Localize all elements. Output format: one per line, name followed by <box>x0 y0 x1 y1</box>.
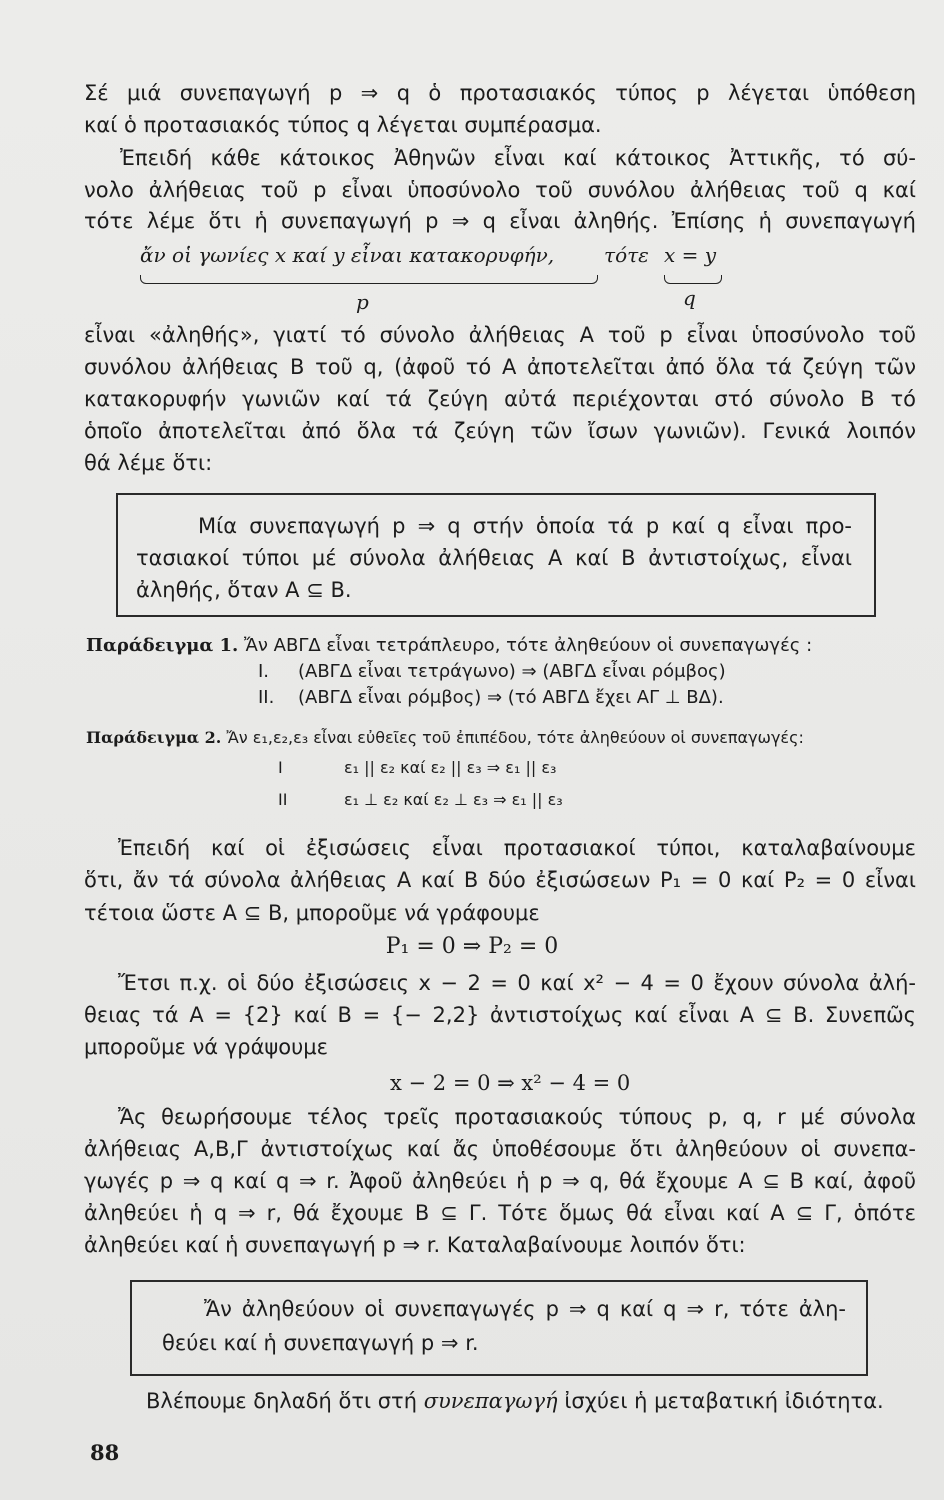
para1-line2: καί ὁ προτασιακός τύπος q λέγεται συμπέρασμα. <box>84 113 602 137</box>
closing-term: συνεπαγωγή <box>423 1389 558 1413</box>
p-label: p <box>356 290 369 314</box>
para3-line2: συνόλου ἀλήθειας B τοῦ q, (ἀφοῦ τό A ἀποτελεῖται ἀπό ὅλα τά ζεύγη τῶν <box>84 355 916 379</box>
example2-header <box>86 726 804 750</box>
closing-pre: Βλέπουμε δηλαδή ὅτι στή <box>146 1389 418 1413</box>
para3-line1: εἶναι «ἀληθής», γιατί τό σύνολο ἀλήθειας A τοῦ p εἶναι ὑποσύνολο τοῦ <box>84 323 916 347</box>
para6-line3: γωγές p ⇒ q καί q ⇒ r. Ἀφοῦ ἀληθεύει ἡ p ⇒ q, θά ἔχουμε A ⊆ B καί, ἀφοῦ <box>84 1169 916 1193</box>
para5-line2: θειας τά A = {2} καί B = {− 2,2} ἀντιστοίχως καί εἶναι A ⊆ B. Συνεπῶς <box>84 1003 916 1027</box>
para3-line5: θά λέμε ὅτι: <box>84 451 213 475</box>
example1-header <box>86 634 812 658</box>
transitivity-line2: θεύει καί ἡ συνεπαγωγή p ⇒ r. <box>162 1331 479 1355</box>
example1-i-text: (ΑΒΓΔ εἶναι τετράγωνο) ⇒ (ΑΒΓΔ εἶναι ρόμβος) <box>298 661 726 682</box>
definition-line3: ἀληθής, ὅταν A ⊆ B. <box>136 578 352 602</box>
para4-line1: Ἐπειδή καί οἱ ἐξισώσεις εἶναι προτασιακοί τύποι, καταλαβαίνουμε <box>118 836 916 860</box>
page-number: 88 <box>90 1440 120 1465</box>
para6-line4: ἀληθεύει ἡ q ⇒ r, θά ἔχουμε B ⊆ Γ. Τότε ὅμως θά εἶναι καί A ⊆ Γ, ὁπότε <box>84 1201 916 1225</box>
implication-then: τότε <box>604 243 649 267</box>
example2-ii-text: ε₁ ⊥ ε₂ καί ε₂ ⊥ ε₃ ⇒ ε₁ || ε₃ <box>344 790 563 809</box>
para3-line3: κατακορυφήν γωνιῶν καί τά ζεύγη αὐτά περιέχονται στό σύνολο B τό <box>84 387 916 411</box>
premise-brace <box>140 275 598 284</box>
example1-text: Ἄν ΑΒΓΔ εἶναι τετράπλευρο, τότε ἀληθεύουν οἱ συνεπαγωγές : <box>244 635 813 656</box>
example2-i-text: ε₁ || ε₂ καί ε₂ || ε₃ ⇒ ε₁ || ε₃ <box>344 758 557 777</box>
formula-x-equations: x − 2 = 0 ⇒ x² − 4 = 0 <box>390 1071 631 1095</box>
definition-line1: Μία συνεπαγωγή p ⇒ q στήν ὁποία τά p καί q εἶναι προ- <box>198 514 852 538</box>
para5-line1: Ἔτσι π.χ. οἱ δύο ἐξισώσεις x − 2 = 0 καί x² − 4 = 0 ἔχουν σύνολα ἀλή- <box>118 971 916 995</box>
para5-line3: μποροῦμε νά γράψουμε <box>84 1035 328 1059</box>
para6-line1: Ἄς θεωρήσουμε τέλος τρεῖς προτασιακούς τύπους p, q, r μέ σύνολα <box>118 1105 916 1129</box>
transitivity-box <box>130 1280 868 1376</box>
example1-label: Παράδειγμα 1. <box>86 635 239 656</box>
implication-premise: ἄν οἱ γωνίες x καί y εἶναι κατακορυφήν, <box>140 243 555 267</box>
q-label: q <box>683 286 696 310</box>
formula-p1-p2: P₁ = 0 ⇒ P₂ = 0 <box>385 934 559 959</box>
example2-label: Παράδειγμα 2. <box>86 728 222 747</box>
conclusion-brace <box>664 275 722 284</box>
example1-i-num: I. <box>258 661 270 682</box>
closing-sentence <box>146 1386 916 1416</box>
para6-line2: ἀλήθειας A,B,Γ ἀντιστοίχως καί ἄς ὑποθέσουμε ὅτι ἀληθεύουν οἱ συνεπα- <box>84 1137 916 1161</box>
para4-line2: ὅτι, ἄν τά σύνολα ἀλήθειας A καί B δύο ἐξισώσεων P₁ = 0 καί P₂ = 0 εἶναι <box>84 868 916 892</box>
closing-post: ἰσχύει ἡ μεταβατική ἰδιότητα. <box>564 1389 884 1413</box>
example1-ii-num: II. <box>258 687 275 708</box>
definition-line2: τασιακοί τύποι μέ σύνολα ἀλήθειας A καί B ἀντιστοίχως, εἶναι <box>136 546 852 570</box>
para1-line1: Σέ μιά συνεπαγωγή p ⇒ q ὁ προτασιακός τύπος p λέγεται ὑπόθεση <box>84 81 916 105</box>
definition-box <box>116 493 876 617</box>
para2-line2: νολο ἀλήθειας τοῦ p εἶναι ὑποσύνολο τοῦ συνόλου ἀλήθειας τοῦ q καί <box>84 178 916 202</box>
para4-line3: τέτοια ὥστε A ⊆ B, μποροῦμε νά γράφουμε <box>84 901 540 925</box>
para3-line4: ὁποῖο ἀποτελεῖται ἀπό ὅλα τά ζεύγη τῶν ἴσων γωνιῶν). Γενικά λοιπόν <box>84 419 916 443</box>
para2-line3: τότε λέμε ὅτι ἡ συνεπαγωγή p ⇒ q εἶναι ἀληθής. Ἐπίσης ἡ συνεπαγωγή <box>84 209 916 233</box>
example1-ii-text: (ΑΒΓΔ εἶναι ρόμβος) ⇒ (τό ΑΒΓΔ ἔχει ΑΓ ⊥ ΒΔ). <box>298 687 724 708</box>
para6-line5: ἀληθεύει καί ἡ συνεπαγωγή p ⇒ r. Καταλαβαίνουμε λοιπόν ὅτι: <box>84 1233 746 1257</box>
implication-conclusion: x = y <box>664 243 717 267</box>
example2-ii-num: II <box>278 790 288 809</box>
example2-i-num: I <box>278 758 283 777</box>
para2-line1: Ἐπειδή κάθε κάτοικος Ἀθηνῶν εἶναι καί κάτοικος Ἀττικῆς, τό σύ- <box>120 146 916 170</box>
transitivity-line1: Ἄν ἀληθεύουν οἱ συνεπαγωγές p ⇒ q καί q ⇒ r, τότε ἀλη- <box>204 1297 846 1321</box>
example2-text: Ἄν ε₁,ε₂,ε₃ εἶναι εὐθεῖες τοῦ ἐπιπέδου, τότε ἀληθεύουν οἱ συνεπαγωγές: <box>226 728 804 747</box>
